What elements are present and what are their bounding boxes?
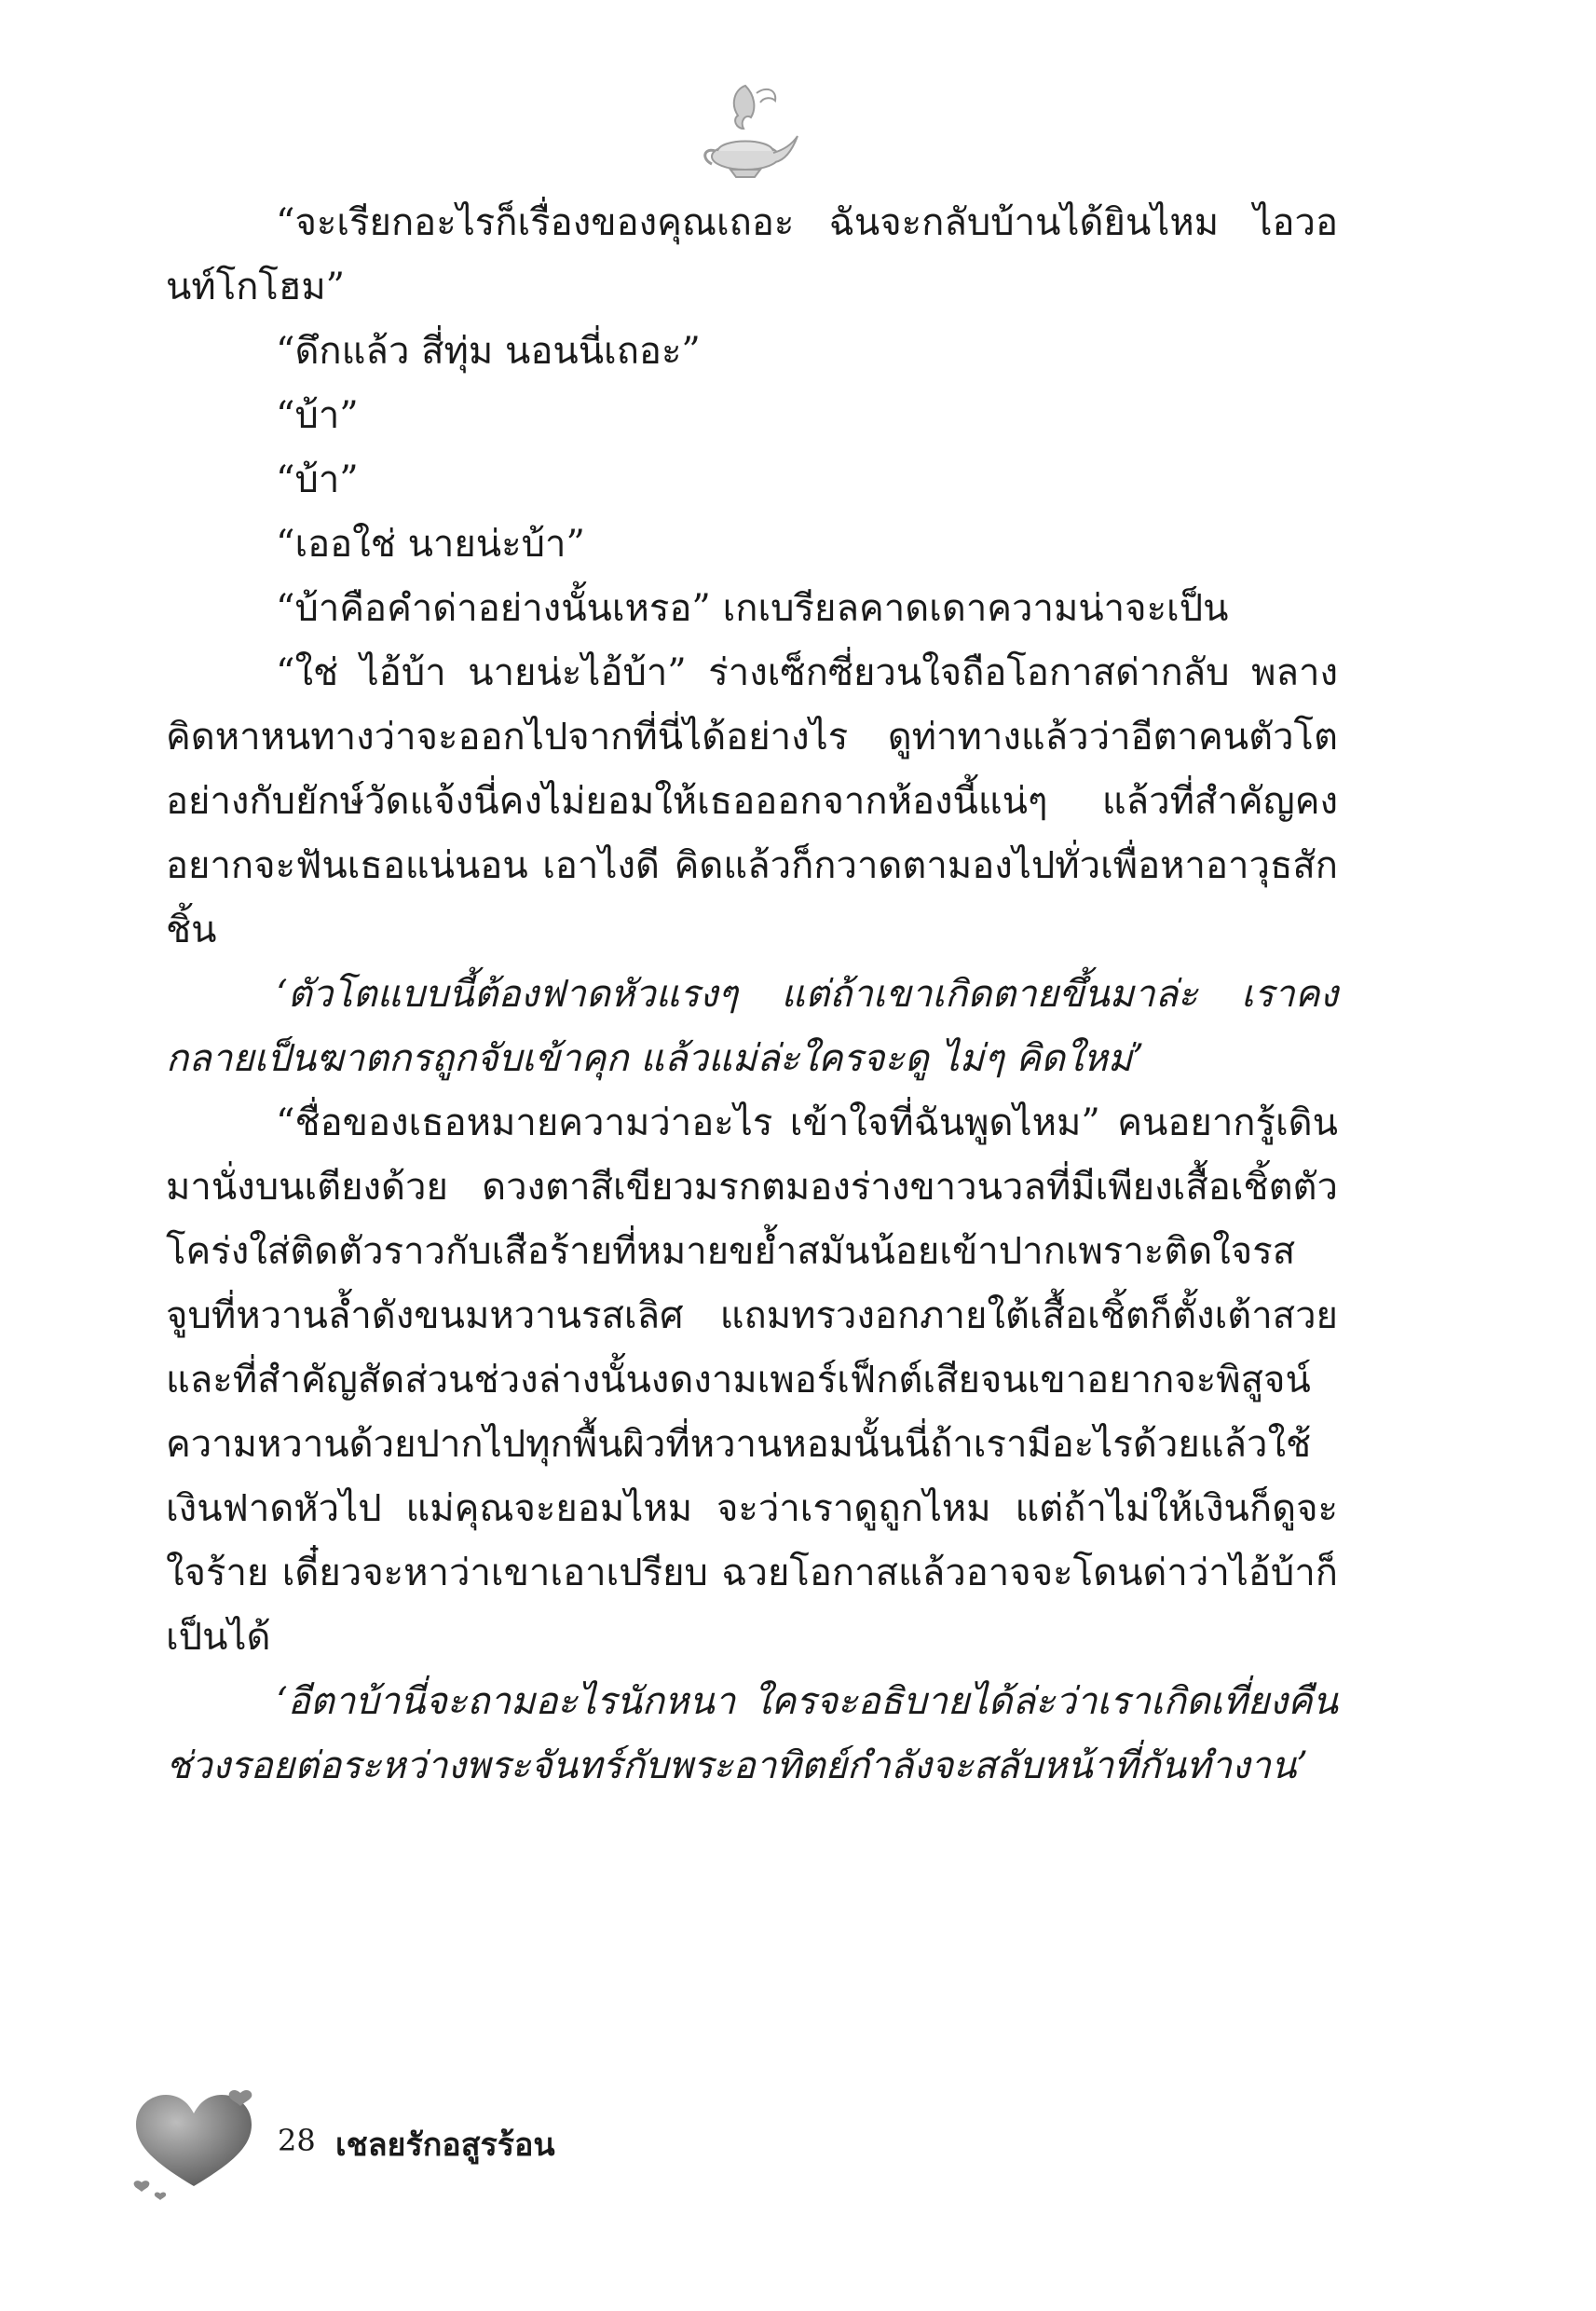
story-paragraph: “บ้า”: [276, 394, 359, 437]
story-paragraph: “บ้าคือคำด่าอย่างนั้นเหรอ” เกเบรียลคาดเดาความน่าจะเป็น: [276, 587, 1229, 630]
book-title: เชลยรักอสูรร้อน: [335, 2126, 555, 2164]
genie-lamp-icon: [689, 76, 801, 188]
story-paragraph: “บ้า”: [276, 458, 359, 501]
story-paragraph: “ดึกแล้ว สี่ทุ่ม นอนนี่เถอะ”: [276, 330, 701, 373]
story-paragraph: “ใช่ ไอ้บ้า นายน่ะไอ้บ้า” ร่างเซ็กซี่ยวนใจถือโอกาสด่ากลับ พลางคิดหาหนทางว่าจะออกไปจากที่นี่ได้อย่างไร ดูท่าทางแล้วว่าอีตาคนตัวโตอย่างกับยักษ์วัดแจ้งนี่คงไม่ยอมให้เธอออกจากห้องนี้แน่ๆ แล้วที่สำคัญคงอยากจะฟันเธอแน่นอน เอาไงดี คิดแล้วก็กวาดตามองไปทั่วเพื่อหาอาวุธสักชิ้น: [166, 651, 1338, 951]
inner-thought-paragraph: ‘อีตาบ้านี่จะถามอะไรนักหนา ใครจะอธิบายได้ล่ะว่าเราเกิดเที่ยงคืนช่วงรอยต่อระหว่างพระจันทร์กับพระอาทิตย์กำลังจะสลับหน้าที่กันทำงาน’: [166, 1680, 1338, 1787]
story-paragraph: “ชื่อของเธอหมายความว่าอะไร เข้าใจที่ฉันพูดไหม” คนอยากรู้เดินมานั่งบนเตียงด้วย ดวงตาสีเขียวมรกตมองร่างขาวนวลที่มีเพียงเสื้อเชิ้ตตัวโคร่งใส่ติดตัวราวกับเสือร้ายที่หมายขย้ำสมันน้อยเข้าปากเพราะติดใจรสจูบที่หวานล้ำดังขนมหวานรสเลิศ แถมทรวงอกภายใต้เสื้อเชิ้ตก็ตั้งเต้าสวย และที่สำคัญสัดส่วนช่วงล่างนั้นงดงามเพอร์เฟ็กต์เสียจนเขาอยากจะพิสูจน์ความหวานด้วยปากไปทุกพื้นผิวที่หวานหอมนั้นนี่ถ้าเรามีอะไรด้วยแล้วใช้เงินฟาดหัวไป แม่คุณจะยอมไหม จะว่าเราดูถูกไหม แต่ถ้าไม่ให้เงินก็ดูจะใจร้าย เดี๋ยวจะหาว่าเขาเอาเปรียบ ฉวยโอกาสแล้วอาจจะโดนด่าว่าไอ้บ้าก็เป็นได้: [166, 1101, 1338, 1659]
inner-thought-paragraph: ‘ตัวโตแบบนี้ต้องฟาดหัวแรงๆ แต่ถ้าเขาเกิดตายขึ้นมาล่ะ เราคงกลายเป็นฆาตกรถูกจับเข้าคุก แล้วแม่ล่ะใครจะดู ไม่ๆ คิดใหม่’: [166, 973, 1338, 1080]
story-text: [166, 191, 1338, 1798]
story-paragraph: “จะเรียกอะไรก็เรื่องของคุณเถอะ ฉันจะกลับบ้านได้ยินไหม ไอวอนท์โกโฮม”: [166, 201, 1338, 308]
page-number: 28: [278, 2123, 316, 2158]
heart-icon: [129, 2085, 259, 2202]
story-paragraph: “เออใช่ นายน่ะบ้า”: [276, 523, 585, 566]
